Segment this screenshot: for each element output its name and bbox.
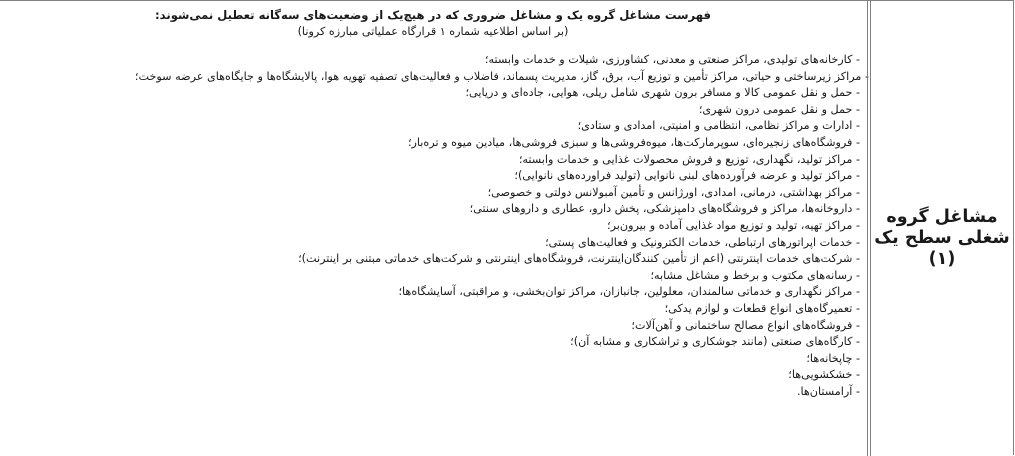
list-item: - خشکشویی‌ها؛ [788, 368, 860, 382]
list-item: - ادارات و مراکز نظامی، انتظامی و امنیتی، امدادی و ستادی؛ [577, 119, 860, 133]
list-item: - رسانه‌های مکتوب و برخط و مشاغل مشابه؛ [650, 268, 860, 282]
list-item: - مراکز تولید، نگهداری، توزیع و فروش محصولات غذایی و خدمات وابسته؛ [518, 152, 860, 166]
content-cell [0, 1, 869, 456]
list-item: - آرامستان‌ها. [796, 384, 860, 398]
list-item: - مراکز زیرساختی و حیاتی، مراکز تأمین و توزیع آب، برق، گاز، مدیریت پسماند، فاضلاب و فعالیت‌های تصفیه تهویه هوا، پالایشگاه‌ها و جایگاه‌های عرضه سوخت؛ [134, 69, 869, 83]
list-item: - مراکز بهداشتی، درمانی، امدادی، اورژانس و تأمین آمبولانس دولتی و خصوصی؛ [487, 185, 860, 199]
category-cell [871, 1, 1013, 456]
list-item: - داروخانه‌ها، مراکز و فروشگاه‌های دامپزشکی، پخش دارو، عطاری و داروهای سنتی؛ [469, 202, 860, 216]
list-item: - شرکت‌های خدمات اینترنتی (اعم از تأمین کنندگان‌اینترنت، فروشگاه‌های اینترنتی و شرکت‌های خدماتی مبتنی بر اینترنت)؛ [298, 252, 860, 266]
list-item: - فروشگاه‌های انواع مصالح ساختمانی و آهن‌آلات؛ [631, 318, 860, 332]
list-item: - مراکز تولید و عرضه فرآورده‌های لبنی نانوایی (تولید فراورده‌های نانوایی)؛ [514, 169, 860, 183]
list-item: - تعمیرگاه‌های انواع قطعات و لوازم یدکی؛ [664, 301, 860, 315]
column-divider [867, 1, 868, 456]
list-item: - خدمات اپراتورهای ارتباطی، خدمات الکترونیک و فعالیت‌های پستی؛ [545, 235, 860, 249]
list-subtitle: (بر اساس اطلاعیه شماره ۱ قرارگاه عملیاتی مبارزه کرونا) [297, 25, 569, 38]
list-item: - حمل و نقل عمومی درون شهری؛ [698, 102, 860, 116]
list-item: - کارگاه‌های صنعتی (مانند جوشکاری و تراشکاری و مشابه آن)؛ [570, 335, 860, 349]
list-item: - چاپخانه‌ها؛ [806, 351, 860, 365]
jobs-list [0, 52, 869, 400]
list-item: - مراکز نگهداری و خدماتی سالمندان، معلولین، جانبازان، مراکز توان‌بخشی، و مراقبتی، آسایشگاه‌ها؛ [398, 285, 860, 299]
list-item: - حمل و نقل عمومی کالا و مسافر برون شهری شامل ریلی، هوایی، جاده‌ای و دریایی؛ [465, 86, 860, 100]
list-item: - فروشگاه‌های زنجیره‌ای، سوپرمارکت‌ها، میوه‌فروشی‌ها و سبزی فروشی‌ها، میادین میوه و تره‌بار؛ [407, 135, 860, 149]
category-label: مشاغل گروه شغلی سطح یک (۱) [874, 207, 1010, 269]
list-item: - مراکز تهیه، تولید و توزیع مواد غذایی آماده و بیرون‌بر؛ [607, 218, 860, 232]
list-title: فهرست مشاغل گروه یک و مشاغل ضروری که در هیچ‌یک از وضعیت‌های سه‌گانه تعطیل نمی‌شوند: [155, 8, 711, 22]
list-item: - کارخانه‌های تولیدی، مراکز صنعتی و معدنی، کشاورزی، شیلات و خدمات وابسته؛ [484, 53, 860, 66]
